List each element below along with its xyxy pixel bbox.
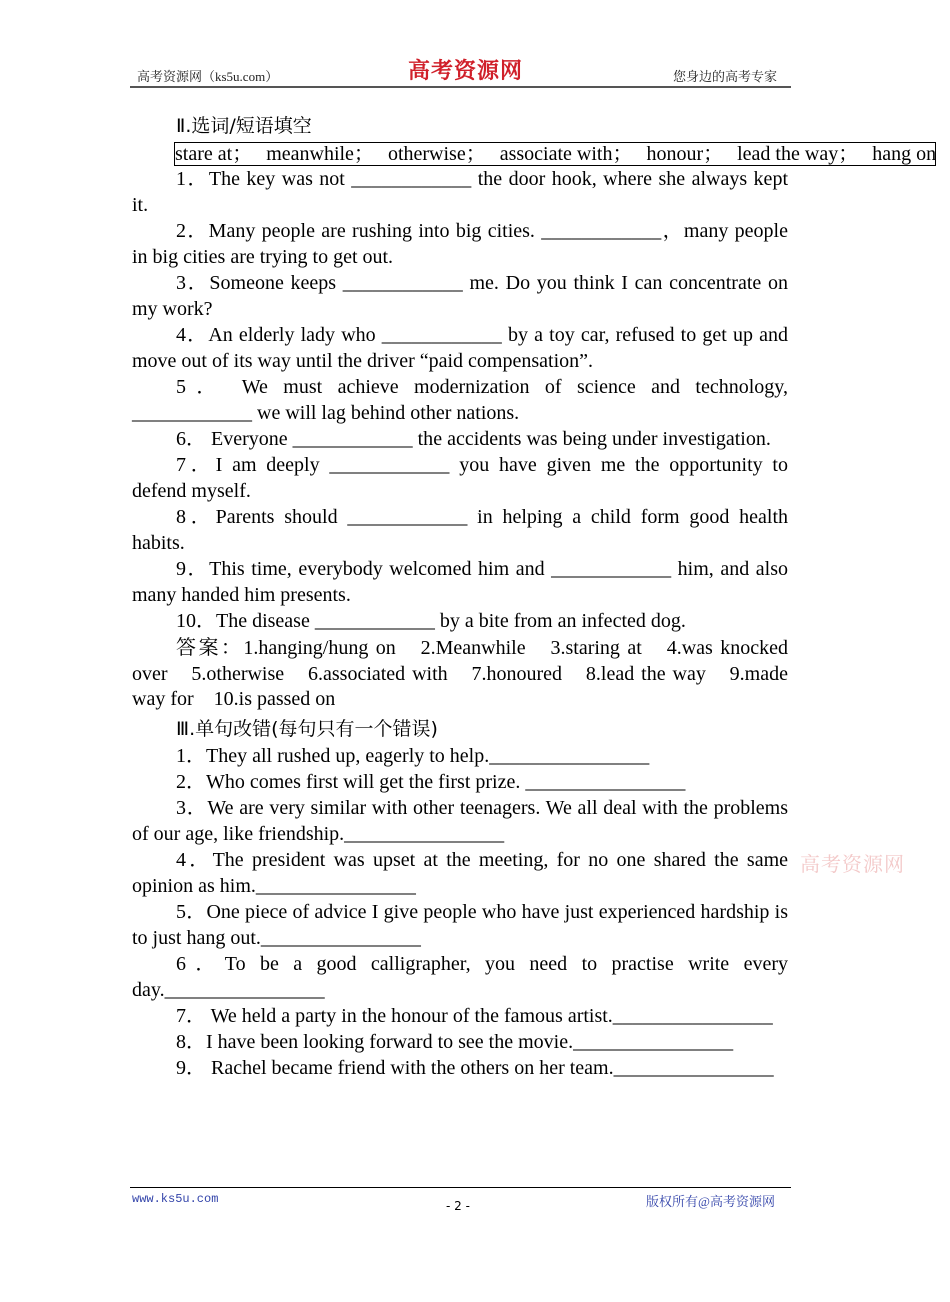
question: 8．Parents should ____________ in helping a child form good health habits. [132,506,788,554]
footer-divider [130,1187,791,1188]
footer-url: www.ks5u.com [132,1192,219,1206]
header-site-name: 高考资源网（ks5u.com） [137,69,279,84]
question: 6．To be a good calligrapher, you need to practise write every day.________________ [132,952,788,1001]
header-logo: 高考资源网 [408,58,524,83]
question: 2．Who comes first will get the first prize. ________________ [176,770,686,793]
section-3-heading: Ⅲ.单句改错(每句只有一个错误) [176,717,438,740]
word: associate with； [499,143,633,165]
word: hang on [872,143,937,165]
question: 7． We held a party in the honour of the famous artist.________________ [176,1004,773,1027]
question: 10．The disease ____________ by a bite from an infected dog. [176,610,686,632]
word-box [174,142,936,166]
header-divider [130,86,791,88]
section-3 [132,715,788,1081]
question: 3．We are very similar with other teenagers. We all deal with the problems of our age, like friendship.________________ [132,796,788,845]
word: honour； [646,143,724,165]
question: 6． Everyone ____________ the accidents was being under investigation. [176,428,771,450]
question: 4．The president was upset at the meeting, for no one shared the same opinion as him.________________ [132,848,788,897]
question: 2．Many people are rushing into big cities. ____________，many people in big cities are trying to get out. [132,220,788,268]
word: stare at； [175,143,253,165]
question: 5．One piece of advice I give people who have just experienced hardship is to just hang out.________________ [132,900,788,949]
question: 9． Rachel became friend with the others on her team.________________ [176,1056,774,1079]
header-slogan: 您身边的高考专家 [673,69,778,84]
question: 3．Someone keeps ____________ me. Do you think I can concentrate on my work? [132,272,788,320]
page-number: - 2 - [446,1199,470,1213]
footer-copyright: 版权所有@高考资源网 [646,1194,775,1209]
watermark: 高考资源网 [800,854,905,876]
question: 4．An elderly lady who ____________ by a toy car, refused to get up and move out of its way until the driver “paid compensation”. [132,324,788,372]
question: 9．This time, everybody welcomed him and ____________ him, and also many handed him presents. [132,558,788,606]
question: 8．I have been looking forward to see the movie.________________ [176,1030,734,1053]
word: meanwhile； [266,143,374,165]
word: otherwise； [387,143,486,165]
answer-key: 答案：1.hanging/hung on 2.Meanwhile 3.staring at 4.was knocked over 5.otherwise 6.associated with 7.honoured 8.lead the way 9.made way for 10.is passed on [132,637,788,710]
word: lead the way； [737,143,859,165]
question: 7．I am deeply ____________ you have given me the opportunity to defend myself. [132,454,788,502]
section-2-heading: Ⅱ.选词/短语填空 [176,115,312,137]
question: 1．They all rushed up, eagerly to help.________________ [176,744,650,767]
question: 5． We must achieve modernization of science and technology, ____________ we will lag behind other nations. [132,376,788,424]
question: 1．The key was not ____________ the door hook, where she always kept it. [132,168,788,216]
